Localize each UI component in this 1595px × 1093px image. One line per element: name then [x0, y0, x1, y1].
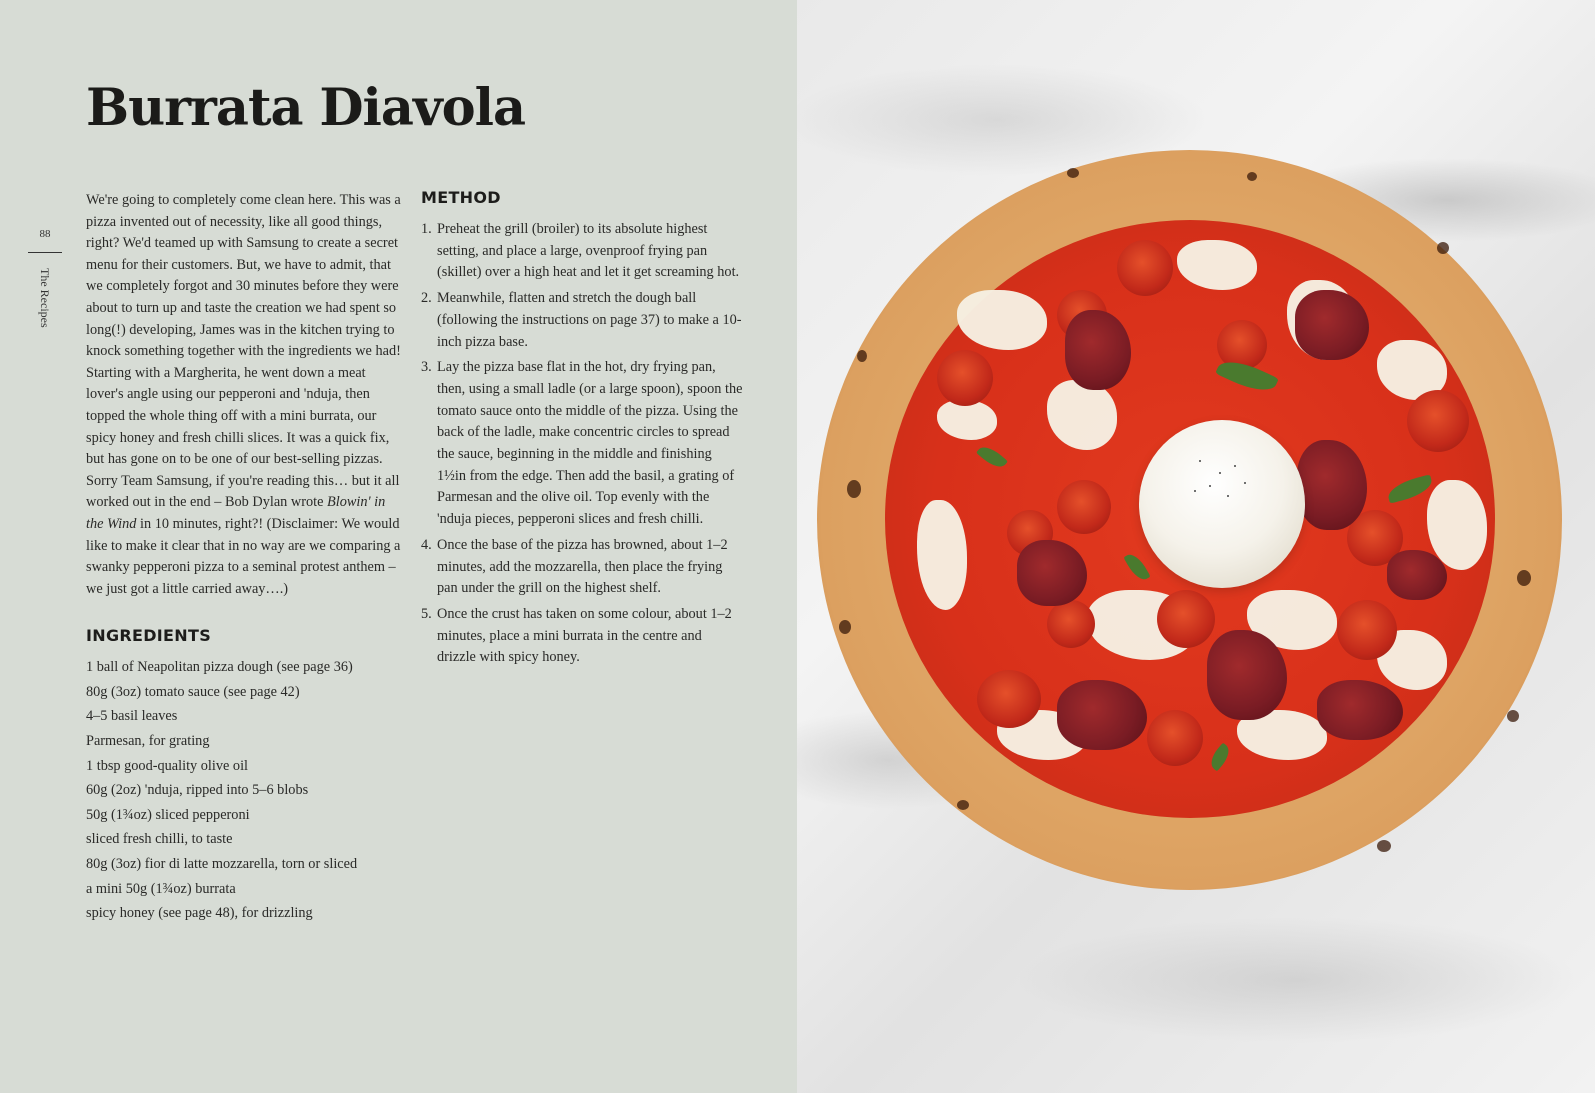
ingredient-item: 50g (1¾oz) sliced pepperoni [86, 806, 250, 823]
char-spot [957, 800, 969, 810]
pepperoni-slice [1407, 390, 1469, 452]
step-text: Once the crust has taken on some colour, about 1–2 minutes, place a mini burrata in the centre and drizzle with spicy honey. [437, 605, 732, 666]
char-spot [1507, 710, 1519, 722]
recipe-title: Burrata Diavola [86, 78, 526, 138]
ingredient-item: 1 ball of Neapolitan pizza dough (see page 36) [86, 659, 353, 676]
pepperoni-slice [937, 350, 993, 406]
ingredients-heading: INGREDIENTS [86, 626, 212, 646]
method-steps [421, 219, 743, 669]
pizza-photo [817, 150, 1562, 890]
pepperoni-slice [1147, 710, 1203, 766]
ingredient-item: 1 tbsp good-quality olive oil [86, 757, 249, 774]
step-number: 1. [421, 221, 432, 237]
char-spot [1517, 570, 1531, 586]
pepper-speck [1194, 490, 1196, 492]
step-number: 2. [421, 290, 432, 307]
pepperoni-slice [977, 670, 1041, 728]
pepper-speck [1199, 460, 1201, 462]
left-column [86, 190, 404, 926]
intro-text-1: We're going to completely come clean here. This was a pizza invented out of necessity, like all good things, right? We'd teamed up with Samsung to create a secret menu for their customers. But, we have to admit, that we completely forgot and 30 minutes before they were about to turn up and taste the creation we had spent so long(!) developing, James was in the kitchen trying to knock something together with the ingredients we had! Starting with a Margherita, he went down a meat lover's angle using our pepperoni and 'nduja, then topped the whole thing off with a mini burrata, our spicy honey and fresh chilli slices. It was a quick fix, but has gone on to be one of our best-selling pizzas. Sorry Team Samsung, if you're reading this… but it all worked out in the end – Bob Dylan wrote [86, 192, 401, 511]
folio-divider [28, 252, 62, 253]
pepper-speck [1244, 482, 1246, 484]
method-heading: METHOD [421, 188, 501, 207]
method-step [421, 219, 743, 284]
char-spot [1437, 242, 1449, 254]
char-spot [1247, 172, 1257, 181]
page-number: 88 [39, 228, 51, 240]
step-number: 3. [421, 359, 432, 376]
ingredient-item: spicy honey (see page 48), for drizzling [86, 905, 313, 922]
step-number: 4. [421, 536, 432, 553]
step-text: Preheat the grill (broiler) to its absolute highest setting, and place a large, ovenproof frying pan (skillet) over a high heat and let it get screaming hot. [437, 221, 740, 281]
step-number: 5. [421, 605, 432, 622]
step-text: Once the base of the pizza has browned, about 1–2 minutes, add the mozzarella, then place the frying pan under the grill on the highest shelf. [437, 536, 728, 597]
song-title: Blowin' in the Wind [86, 494, 386, 532]
nduja-blob [1317, 680, 1403, 740]
running-head: The Recipes [38, 268, 52, 328]
char-spot [1067, 168, 1079, 178]
method-step [421, 288, 743, 353]
ingredient-item: 80g (3oz) fior di latte mozzarella, torn or sliced [86, 856, 358, 873]
method-step [421, 357, 743, 531]
photo-page [797, 0, 1595, 1093]
char-spot [857, 350, 867, 362]
char-spot [839, 620, 851, 634]
intro-text-2: in 10 minutes, right?! (Disclaimer: We would like to make it clear that in no way are we comparing a swanky pepperoni pizza to a seminal protest anthem – we just got a little carried away….) [86, 515, 401, 597]
pepper-speck [1227, 495, 1229, 497]
nduja-blob [1017, 540, 1087, 606]
ingredient-item: 4–5 basil leaves [86, 708, 178, 725]
method-step [421, 535, 743, 600]
ingredient-item: a mini 50g (1¾oz) burrata [86, 880, 236, 897]
ingredient-item: sliced fresh chilli, to taste [86, 831, 233, 848]
burrata-ball [1139, 420, 1305, 588]
step-text: Meanwhile, flatten and stretch the dough ball (following the instructions on page 37) to make a 10-inch pizza base. [437, 290, 742, 350]
pepperoni-slice [1057, 480, 1111, 534]
nduja-blob [1387, 550, 1447, 600]
method-column [421, 188, 743, 673]
ingredient-item: 80g (3oz) tomato sauce (see page 42) [86, 683, 300, 700]
text-page [0, 0, 797, 1093]
step-text: Lay the pizza base flat in the hot, dry frying pan, then, using a small ladle (or a large spoon), spoon the tomato sauce onto the middle of the pizza. Using the back of the ladle, make concentric circles to spread the sauce, beginning in the middle and finishing 1½in from the edge. Then add the basil, a grating of Parmesan and the olive oil. Top evenly with the 'nduja pieces, pepperoni slices and fresh chilli. [437, 359, 743, 528]
ingredient-item: Parmesan, for grating [86, 733, 210, 750]
char-spot [847, 480, 861, 498]
ingredients-list [86, 655, 404, 926]
pepper-speck [1234, 465, 1236, 467]
pepper-speck [1209, 485, 1211, 487]
intro-paragraph [86, 190, 404, 600]
pepperoni-slice [1047, 600, 1095, 648]
pepperoni-slice [1117, 240, 1173, 296]
pepperoni-slice [1157, 590, 1215, 648]
pepperoni-slice [1337, 600, 1397, 660]
pepper-speck [1219, 472, 1221, 474]
char-spot [1377, 840, 1391, 852]
ingredient-item: 60g (2oz) 'nduja, ripped into 5–6 blobs [86, 782, 309, 799]
method-step [421, 604, 743, 669]
